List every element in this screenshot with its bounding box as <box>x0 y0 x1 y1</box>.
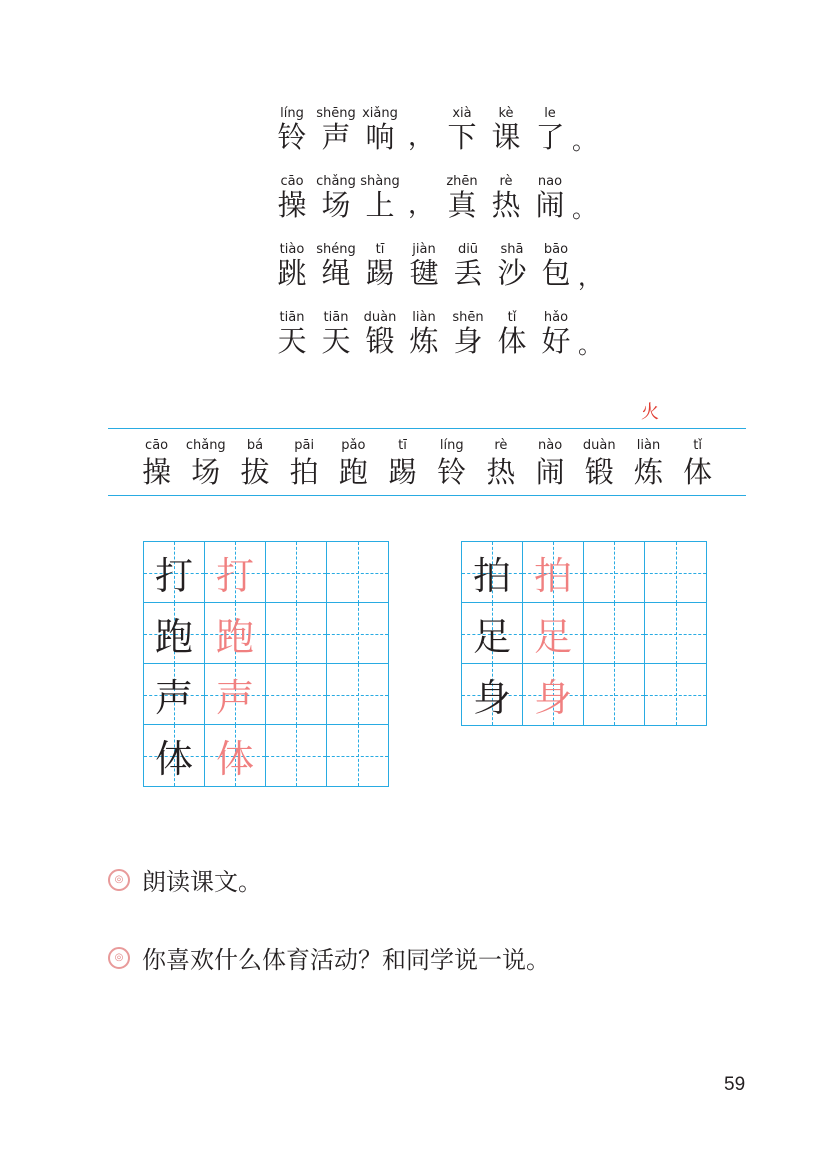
poem-line <box>270 174 608 221</box>
grid-cell-filled <box>144 603 205 664</box>
hanzi: 拔 <box>240 455 270 489</box>
hanzi: 热 <box>486 455 516 489</box>
trace-character: 拍 <box>533 554 572 598</box>
pinyin: líng <box>439 438 464 453</box>
poem-character <box>528 106 572 153</box>
pinyin: tiān <box>323 310 349 325</box>
grid-cell-blank[interactable] <box>327 542 388 603</box>
grid-cell-blank[interactable] <box>584 664 645 725</box>
pinyin: nao <box>537 174 563 189</box>
hanzi: 天 <box>277 324 307 358</box>
pinyin: le <box>544 106 556 121</box>
hanzi: 。 <box>572 127 596 155</box>
punctuation <box>572 174 602 221</box>
poem-character <box>528 174 572 221</box>
pinyin: líng <box>280 106 304 121</box>
grid-cell-blank[interactable] <box>584 542 645 603</box>
band-top-rule <box>108 428 746 429</box>
grid-row <box>144 725 388 786</box>
grid-cell-filled <box>462 664 523 725</box>
grid-cell-blank[interactable] <box>584 603 645 664</box>
pinyin: liàn <box>636 438 661 453</box>
hanzi: 闹 <box>535 455 565 489</box>
model-character: 打 <box>154 554 193 598</box>
grid-cell-blank[interactable] <box>327 725 388 786</box>
pinyin: pǎo <box>341 438 366 453</box>
hanzi: 绳 <box>321 256 351 290</box>
hanzi: 锻 <box>584 455 614 489</box>
trace-character: 打 <box>215 554 254 598</box>
poem-character <box>358 174 402 221</box>
grid-cell-blank[interactable] <box>266 725 327 786</box>
grid-cell-filled <box>205 664 266 725</box>
grid-cell-blank[interactable] <box>327 603 388 664</box>
hanzi: 铃 <box>277 120 307 154</box>
poem-line <box>270 242 608 289</box>
hanzi: 下 <box>447 120 477 154</box>
hanzi: 毽 <box>409 256 439 290</box>
grid-cell-filled <box>523 664 584 725</box>
grid-row <box>144 542 388 603</box>
model-character: 拍 <box>472 554 511 598</box>
hanzi: 了 <box>535 120 565 154</box>
hanzi: 包 <box>541 256 571 290</box>
pinyin: jiàn <box>412 242 436 257</box>
hanzi: 热 <box>491 188 521 222</box>
pinyin: hǎo <box>543 310 569 325</box>
grid-cell-blank[interactable] <box>266 664 327 725</box>
model-character: 跑 <box>154 615 193 659</box>
hanzi: 炼 <box>633 455 663 489</box>
page-number: 59 <box>724 1074 746 1095</box>
hanzi: 。 <box>578 331 602 359</box>
hanzi: 声 <box>321 120 351 154</box>
pinyin: chǎng <box>316 174 356 189</box>
pinyin: shēn <box>452 310 484 325</box>
poem-line <box>270 310 608 357</box>
pinyin: tǐ <box>507 310 517 325</box>
pinyin: tī <box>398 438 407 453</box>
hanzi: 场 <box>321 188 351 222</box>
grid-cell-filled <box>462 542 523 603</box>
hanzi: 跳 <box>277 256 307 290</box>
pinyin: rè <box>499 174 513 189</box>
grid-row <box>462 664 706 725</box>
pinyin: liàn <box>412 310 436 325</box>
grid-cell-filled <box>523 603 584 664</box>
punctuation <box>578 310 608 357</box>
grid-cell-blank[interactable] <box>645 542 706 603</box>
pinyin: tī <box>375 242 385 257</box>
hanzi: 沙 <box>497 256 527 290</box>
pinyin: xià <box>452 106 472 121</box>
grid-row <box>144 603 388 664</box>
poem-line <box>270 106 608 153</box>
task-discuss <box>108 940 550 975</box>
model-character: 声 <box>154 676 193 720</box>
pinyin: nào <box>538 438 563 453</box>
pinyin: shàng <box>360 174 400 189</box>
new-characters-band <box>108 428 746 496</box>
hanzi: 场 <box>191 455 221 489</box>
poem-character <box>534 242 578 289</box>
hanzi: 体 <box>683 455 713 489</box>
poem-character <box>534 310 578 357</box>
hanzi: 课 <box>491 120 521 154</box>
pinyin: cāo <box>145 438 169 453</box>
pinyin: duàn <box>363 310 397 325</box>
model-character: 足 <box>472 615 511 659</box>
hanzi: 闹 <box>535 188 565 222</box>
pinyin: cāo <box>280 174 304 189</box>
grid-cell-filled <box>523 542 584 603</box>
model-character: 身 <box>472 676 511 720</box>
trace-character: 身 <box>533 676 572 720</box>
pinyin: tiān <box>279 310 305 325</box>
grid-cell-blank[interactable] <box>327 664 388 725</box>
new-characters-list <box>132 438 722 488</box>
hanzi: ， <box>408 122 435 152</box>
pinyin: tiào <box>279 242 305 257</box>
writing-grid-right <box>461 541 707 726</box>
pinyin: tǐ <box>693 438 703 453</box>
hanzi: 体 <box>497 324 527 358</box>
task-text: 朗读课文。 <box>142 868 262 896</box>
grid-cell-blank[interactable] <box>266 542 327 603</box>
trace-character: 足 <box>533 615 572 659</box>
hanzi: 身 <box>453 324 483 358</box>
task-seal-icon: ◎ <box>108 869 130 891</box>
new-character <box>673 438 722 488</box>
band-bottom-rule <box>108 495 746 496</box>
hanzi: 操 <box>142 455 172 489</box>
pinyin: bá <box>246 438 264 453</box>
hanzi: 。 <box>572 195 596 223</box>
grid-cell-filled <box>205 542 266 603</box>
grid-cell-filled <box>144 725 205 786</box>
punctuation <box>578 242 608 289</box>
hanzi: 好 <box>541 324 571 358</box>
pinyin: rè <box>494 438 508 453</box>
grid-cell-filled <box>144 542 205 603</box>
pinyin: shā <box>500 242 524 257</box>
hanzi: 丢 <box>453 256 483 290</box>
pinyin: diū <box>457 242 479 257</box>
hanzi: 踢 <box>388 455 418 489</box>
pinyin: kè <box>498 106 514 121</box>
hanzi: ， <box>578 263 602 291</box>
pinyin: xiǎng <box>362 106 398 121</box>
hanzi: 炼 <box>409 324 439 358</box>
pinyin: duàn <box>582 438 616 453</box>
writing-grid-left <box>143 541 389 787</box>
trace-character: 体 <box>215 737 254 781</box>
grid-cell-filled <box>205 603 266 664</box>
hanzi: 踢 <box>365 256 395 290</box>
task-text: 你喜欢什么体育活动？和同学说一说。 <box>142 946 550 974</box>
pinyin: pāi <box>294 438 315 453</box>
grid-cell-blank[interactable] <box>645 603 706 664</box>
poem <box>270 106 608 378</box>
hanzi: 真 <box>447 188 477 222</box>
grid-cell-blank[interactable] <box>645 664 706 725</box>
grid-cell-filled <box>144 664 205 725</box>
pinyin: shéng <box>316 242 356 257</box>
hanzi: 上 <box>365 188 395 222</box>
model-character: 体 <box>154 737 193 781</box>
poem-character <box>358 106 402 153</box>
pinyin: chǎng <box>185 438 226 453</box>
grid-row <box>462 603 706 664</box>
task-seal-icon: ◎ <box>108 947 130 969</box>
hanzi: 铃 <box>437 455 467 489</box>
grid-cell-blank[interactable] <box>266 603 327 664</box>
grid-cell-filled <box>462 603 523 664</box>
radical-hint: 火 <box>641 402 659 423</box>
grid-row <box>462 542 706 603</box>
grid-row <box>144 664 388 725</box>
grid-cell-filled <box>205 725 266 786</box>
hanzi: 天 <box>321 324 351 358</box>
hanzi: 操 <box>277 188 307 222</box>
hanzi: ， <box>408 190 435 220</box>
pinyin: bāo <box>543 242 569 257</box>
punctuation <box>572 106 602 153</box>
trace-character: 跑 <box>215 615 254 659</box>
trace-character: 声 <box>215 676 254 720</box>
task-read-aloud <box>108 862 262 897</box>
pinyin: zhēn <box>446 174 478 189</box>
hanzi: 响 <box>365 120 395 154</box>
hanzi: 拍 <box>289 455 319 489</box>
pinyin: shēng <box>316 106 356 121</box>
hanzi: 锻 <box>365 324 395 358</box>
hanzi: 跑 <box>338 455 368 489</box>
